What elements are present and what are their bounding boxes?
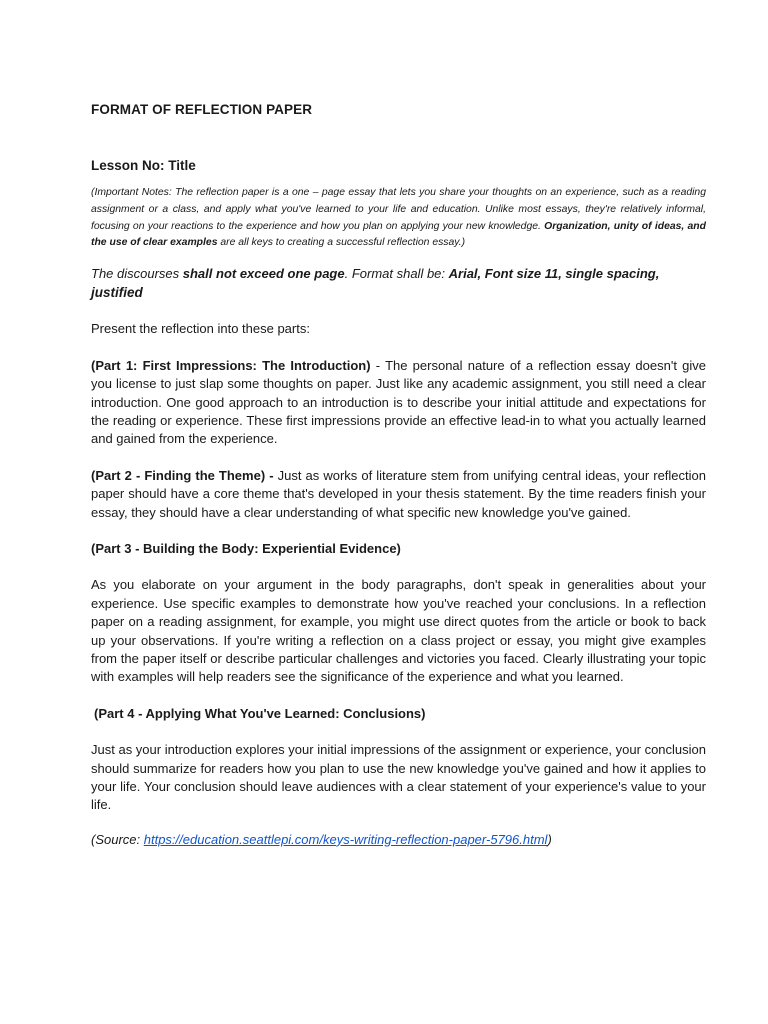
notes-tail: are all keys to creating a successful reflection essay.) <box>217 237 466 249</box>
part4-heading: (Part 4 - Applying What You've Learned: Conclusions) <box>94 705 426 721</box>
notes-bold-keys: Organization, unity of ideas, and the use of clear examples <box>91 220 706 249</box>
source-prefix: (Source: <box>91 831 144 847</box>
format-middle: . Format shall be: <box>344 266 449 282</box>
part4-paragraph: Just as your introduction explores your initial impressions of the assignment or experience, your conclusion should summarize for readers how you plan to use the new knowledge you've gained and how it applies to your life. Your conclusion should leave audiences with a clear statement of your experience's value to your life. <box>91 742 706 813</box>
notes-text: (Important Notes: The reflection paper is a one – page essay that lets you share your thoughts on an experience, such as a reading assignment or a class, and apply what you've learned to your life and education. Unlike most essays, they're relatively informal, focusing on your reactions to the experience and how you plan on applying your new knowledge. <box>91 187 706 232</box>
part3-heading: (Part 3 - Building the Body: Experiential Evidence) <box>91 540 401 556</box>
part3-paragraph: As you elaborate on your argument in the body paragraphs, don't speak in generalities about your experience. Use specific examples to demonstrate how you've reached your conclusions. In a reflection paper on a reading assignment, for example, you might use direct quotes from the article or book to back up your observations. If you're writing a reflection on a class project or essay, you might give examples from the paper itself or describe particular challenges and victories you faced. Clearly illustrating your topic with examples will help readers see the significance of the experience and what you learned. <box>91 577 706 685</box>
lesson-title: Lesson No: Title <box>91 158 196 173</box>
format-justified: justified <box>91 284 143 300</box>
part1-paragraph <box>91 357 706 449</box>
source-suffix: ) <box>547 831 552 847</box>
part1-heading: (Part 1: First Impressions: The Introduction) <box>91 357 371 373</box>
part1-text: - The personal nature of a reflection essay doesn't give you license to just slap some thoughts on paper. Just like any academic assignment, you still need a clear introduction. One good approach to an introduction is to describe your initial attitude and expectations for the reading or experience. These first impressions provide an effective lead-in to what you actually learned and gained from the experience. <box>91 357 707 447</box>
part2-paragraph <box>91 467 706 522</box>
format-spec: Arial, Font size 11, single spacing, <box>448 266 660 282</box>
source-citation <box>91 831 706 849</box>
document-title: FORMAT OF REFLECTION PAPER <box>91 102 313 117</box>
format-prefix: The discourses <box>91 266 183 282</box>
present-instruction: Present the reflection into these parts: <box>91 321 310 337</box>
format-page-limit: shall not exceed one page <box>182 266 345 282</box>
format-requirements <box>91 265 706 302</box>
important-notes <box>91 185 706 252</box>
part2-heading: (Part 2 - Finding the Theme) - <box>91 467 274 483</box>
source-link[interactable]: https://education.seattlepi.com/keys-writing-reflection-paper-5796.html <box>143 831 548 847</box>
part2-text: Just as works of literature stem from unifying central ideas, your reflection paper should have a core theme that's developed in your thesis statement. By the time readers finish your essay, they should have a clear understanding of what specific new knowledge you've gained. <box>91 467 706 520</box>
